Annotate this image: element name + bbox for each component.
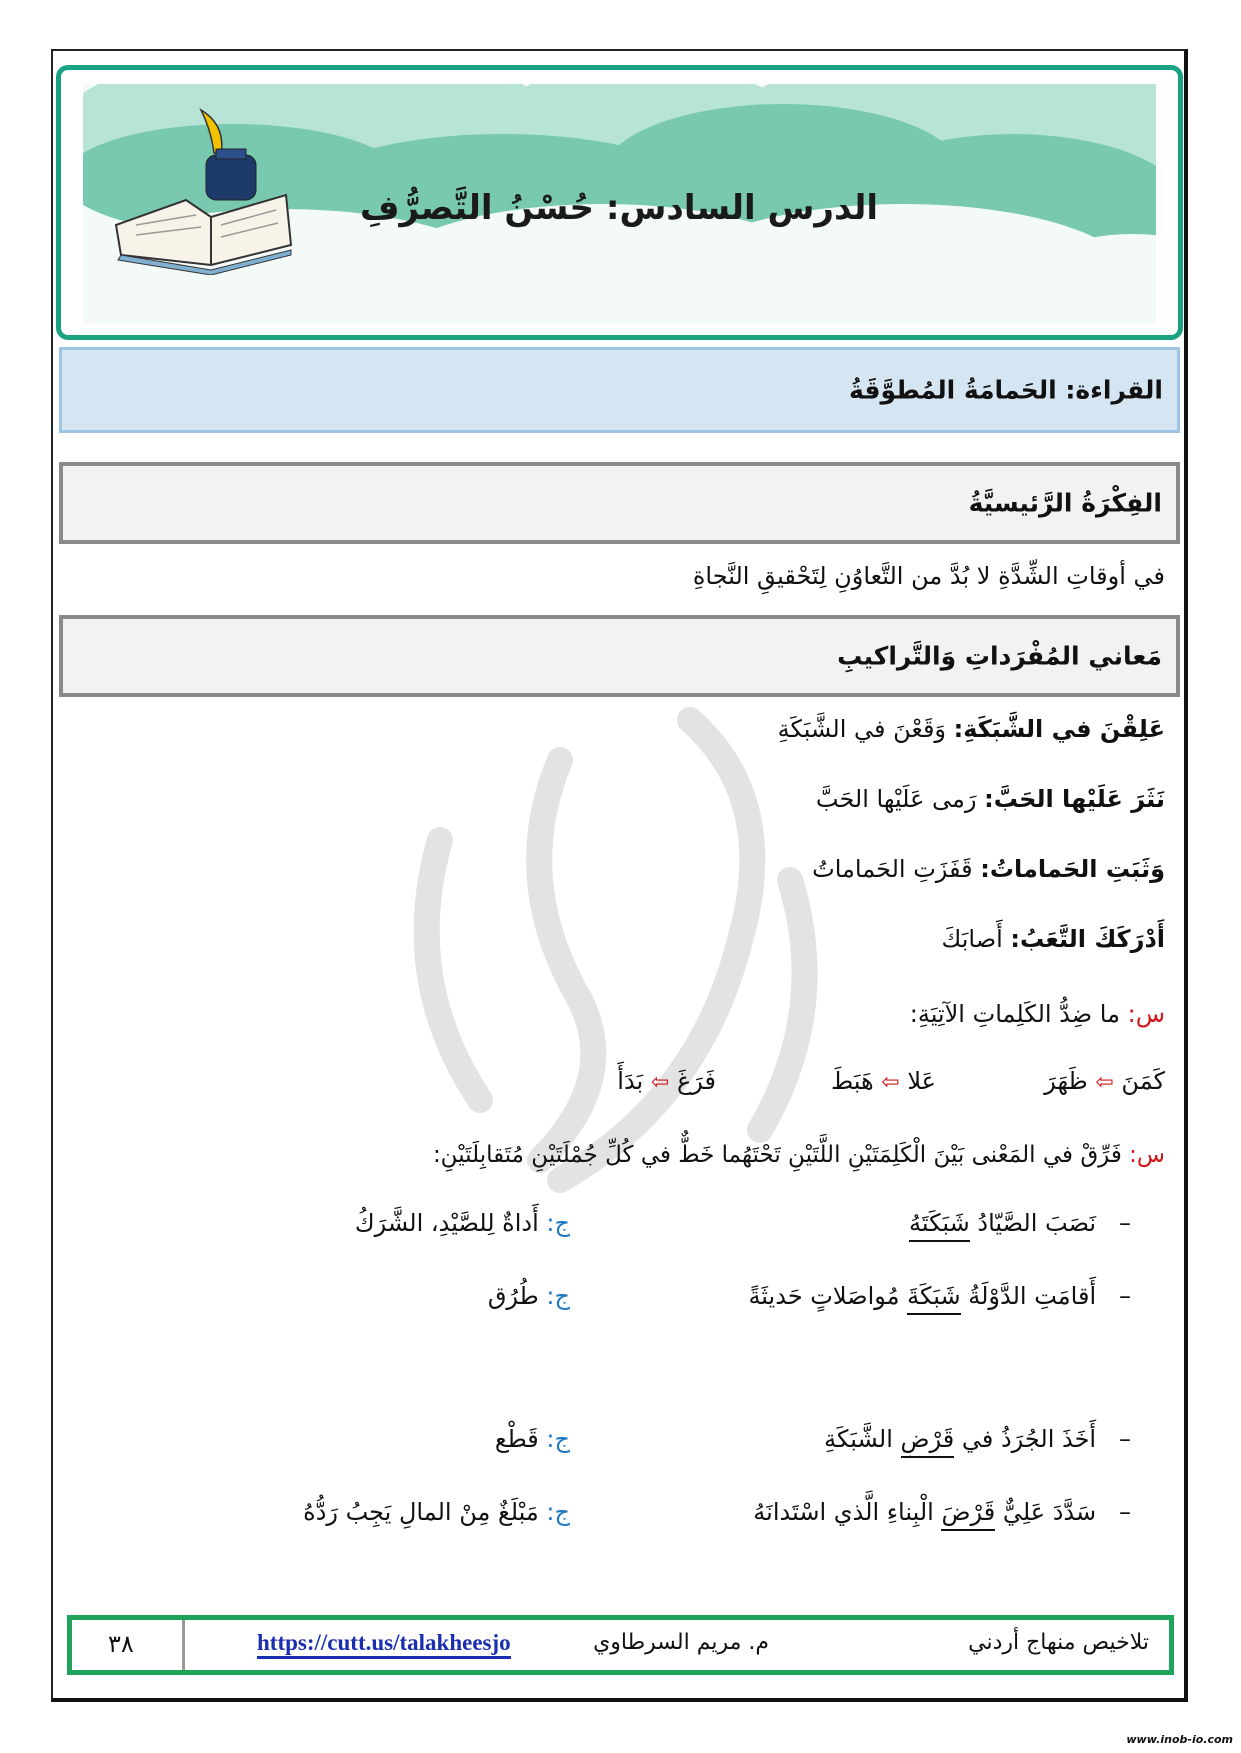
word: عَلا: [907, 1067, 936, 1095]
sentence-row: [748, 1282, 1131, 1310]
dash: –: [1119, 1498, 1131, 1526]
antonym-pair: [1044, 1067, 1165, 1095]
main-idea-text: في أوقاتِ الشِّدَّةِ لا بُدَّ من التَّعاوُنِ لِتَحْقيقِ النَّجاةِ: [692, 562, 1165, 590]
sentence-part: سَدَّدَ عَلِيٌّ: [995, 1498, 1097, 1526]
vocab-meaning: وَقَعْنَ في الشَّبَكَةِ: [777, 715, 947, 743]
sentence-part: الشَّبَكَةِ: [824, 1425, 901, 1453]
underlined-word: قَرْضَ: [941, 1498, 995, 1531]
sentence-part: الْبِناءِ الَّذي اسْتَدانَهُ: [753, 1498, 942, 1526]
vocab-term: وَثَبَتِ الحَماماتُ:: [980, 855, 1165, 883]
answer-text: قَطْع: [494, 1425, 539, 1453]
vocab-item: [778, 715, 1165, 743]
footer-brand: تلاخيص منهاج أردني: [968, 1630, 1149, 1655]
lesson-title: الدرس السادس: حُسْنُ التَّصرُّفِ: [360, 188, 878, 228]
opposite: هَبَطَ: [830, 1067, 874, 1095]
footer: [67, 1615, 1174, 1675]
antonym-pair: [831, 1067, 936, 1095]
reading-title-box: [59, 347, 1180, 433]
dash: –: [1119, 1282, 1131, 1310]
question-text: ما ضِدُّ الكَلِماتِ الآتِيَةِ:: [909, 1000, 1120, 1028]
sentence-row: [824, 1425, 1131, 1453]
answer-prefix: ج:: [546, 1282, 570, 1310]
sentence-row: [909, 1209, 1131, 1237]
footer-link[interactable]: https://cutt.us/talakheesjo: [257, 1630, 511, 1659]
answer-text: مَبْلَغٌ مِنْ المالِ يَجِبُ رَدُّهُ: [303, 1498, 539, 1526]
vocab-term: أَدْرَكَكَ التَّعَبُ:: [1010, 925, 1165, 953]
underlined-word: شَبَكَتَهُ: [909, 1209, 970, 1242]
answer: [303, 1498, 570, 1526]
site-watermark: www.inob-io.com: [1126, 1733, 1233, 1746]
reading-title: القراءة: الحَمامَةُ المُطوَّقَةُ: [848, 375, 1163, 405]
footer-divider: [182, 1620, 185, 1670]
answer-prefix: ج:: [546, 1425, 570, 1453]
answer: [355, 1209, 570, 1237]
footer-author: م. مريم السرطاوي: [593, 1630, 769, 1655]
book-and-inkwell-icon: [106, 105, 306, 275]
arrow-icon: ⇦: [650, 1070, 670, 1095]
question-text: فَرِّقْ في المَعْنى بَيْنَ الْكَلِمَتَيْنِ اللَّتَيْنِ تَحْتَهُما خَطٌّ في كُلِّ جُمْلَتَيْنِ مُتَقابِلَتَيْنِ:: [432, 1142, 1122, 1168]
sentence-row: [753, 1498, 1131, 1526]
underlined-word: قَرْضِ: [901, 1425, 955, 1458]
page-number: ٣٨: [108, 1630, 134, 1658]
answer-text: طُرُق: [487, 1282, 539, 1310]
opposite: بَدَأَ: [617, 1067, 644, 1095]
vocab-meaning: رَمى عَلَيْها الحَبَّ: [815, 785, 977, 813]
sentence-part: أَخَذَ الجُرَذُ في: [954, 1425, 1097, 1453]
sentence-part: مُواصَلاتٍ حَديثَةً: [748, 1282, 908, 1310]
antonym-pair: [617, 1067, 716, 1095]
vocab-meaning: قَفَزَتِ الحَماماتُ: [812, 855, 973, 883]
vocab-item: [816, 785, 1165, 813]
vocab-item: [812, 855, 1165, 883]
dash: –: [1119, 1425, 1131, 1453]
vocab-term: نَثَرَ عَلَيْها الحَبَّ:: [984, 785, 1165, 813]
question-prefix: س:: [1127, 1000, 1165, 1028]
vocab-term: عَلِقْنَ في الشَّبَكَةِ:: [953, 715, 1165, 743]
main-idea-box: [59, 462, 1180, 544]
answer: [495, 1425, 570, 1453]
arrow-icon: ⇦: [881, 1070, 900, 1095]
arrow-icon: ⇦: [1095, 1070, 1114, 1095]
answer-prefix: ج:: [546, 1498, 570, 1526]
answer: [488, 1282, 570, 1310]
dash: –: [1119, 1209, 1131, 1237]
word: كَمَنَ: [1121, 1067, 1165, 1095]
main-idea-heading: الفِكْرَةُ الرَّئيسيَّةُ: [968, 488, 1162, 518]
answer-prefix: ج:: [546, 1209, 570, 1237]
vocab-meaning: أَصابَكَ: [941, 925, 1003, 953]
antonyms-question: [910, 1000, 1165, 1028]
differentiate-question: [433, 1142, 1165, 1168]
underlined-word: شَبَكَةَ: [907, 1282, 960, 1315]
question-prefix: س:: [1129, 1142, 1165, 1168]
word: فَرَغَ: [676, 1067, 716, 1095]
opposite: ظَهَرَ: [1044, 1067, 1088, 1095]
sentence-part: أَقامَتِ الدَّوْلَةُ: [960, 1282, 1097, 1310]
vocab-item: [941, 925, 1165, 953]
sentence-part: نَصَبَ الصَّيّادُ: [969, 1209, 1097, 1237]
vocabulary-heading: مَعاني المُفْرَداتِ وَالتَّراكيبِ: [837, 641, 1162, 671]
lesson-header: [56, 65, 1183, 340]
answer-text: أَداةٌ لِلصَّيْدِ، الشَّرَكُ: [354, 1209, 539, 1237]
